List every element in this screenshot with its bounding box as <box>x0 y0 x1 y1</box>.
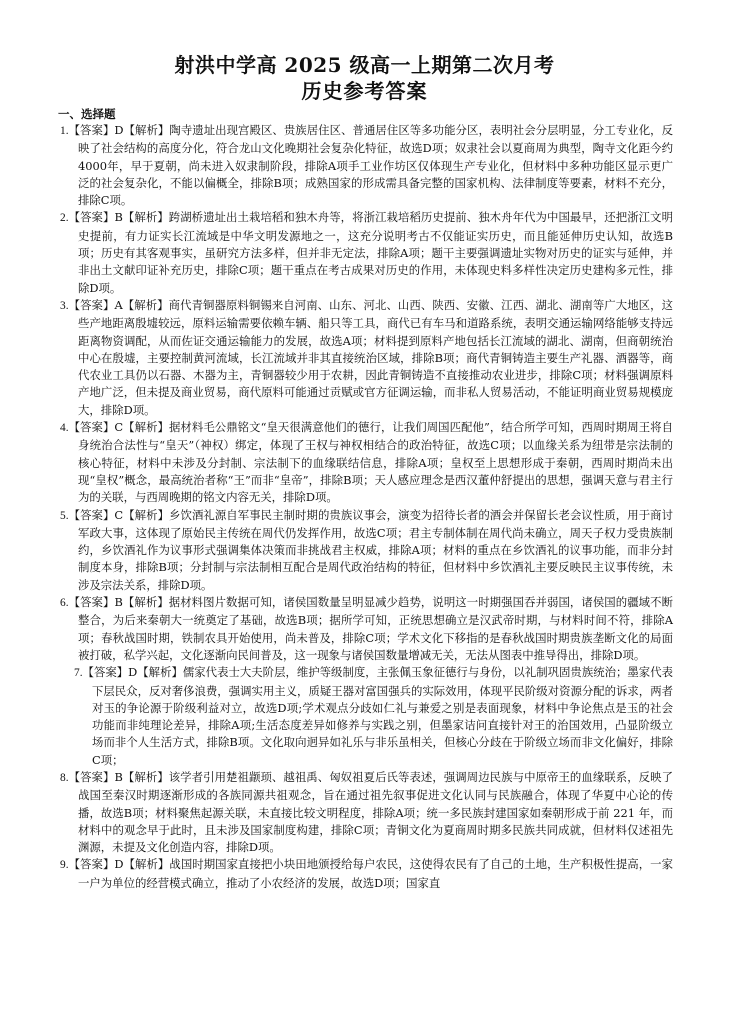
item-number: 2. <box>60 212 69 225</box>
answer-item-2 <box>56 209 673 296</box>
item-number: 3. <box>60 299 69 312</box>
item-number: 8. <box>60 771 69 784</box>
item-number: 4. <box>60 422 69 435</box>
answer-key-subtitle: 历史参考答案 <box>301 79 428 103</box>
answer-item-5 <box>56 507 673 594</box>
item-text: 【答案】A【解析】商代青铜器原料铜锡来自河南、山东、河北、山西、陕西、安徽、江西、湖北、湖南等广大地区，这些产地距离殷墟较远，原料运输需要依赖车辆、船只等工具，商代已有车马和道路系统，表明交通运输网络能够支持远距离物资调配，从而佐证交通运输能力的发展，故选A项；材料提到原料产地包括长江流域的湖北、湖南，但商朝统治中心在殷墟，主要控制黄河流域，长江流域并非其直接统治区域，排除B项；商代青铜铸造主要生产礼器、酒器等，商代农业工具仍以石器、木器为主，青铜器较少用于农耕，因此青铜铸造不直接推动农业进步，排除C项；材料强调原料产地广泛，但未提及商业贸易，商代原料可能通过贡赋或官方征调运输，而非私人贸易活动，不能证明商业贸易规模庞大，排除D项。 <box>68 297 673 417</box>
item-number: 5. <box>60 509 69 522</box>
item-number: 6. <box>60 597 69 610</box>
answer-item-9 <box>56 856 673 892</box>
item-text: 【答案】B【解析】据材料图片数据可知，诸侯国数量呈明显减少趋势，说明这一时期强国吞并弱国，诸侯国的疆域不断整合，为后来秦朝大一统奠定了基础，故选B项；据所学可知，正统思想确立是汉武帝时期，与材料时间不符，排除A项；春秋战国时期，铁制农具开始使用，尚未普及，排除C项；学术文化下移指的是春秋战国时期贵族垄断文化的局面被打破，私学兴起，文化逐渐向民间普及，这一现象与诸侯国数量增减无关，无法从图表中推导得出，排除D项。 <box>68 595 673 662</box>
answer-list <box>56 122 673 892</box>
answer-item-7 <box>56 664 673 769</box>
answer-item-3 <box>56 297 673 419</box>
item-text: 【答案】C【解析】乡饮酒礼源自军事民主制时期的贵族议事会，演变为招待长者的酒会并保留长老会议性质，用于商讨军政大事，这体现了原始民主传统在周代仍发挥作用，故选C项；君主专制体制在周代尚未确立，周天子权力受贵族制约，乡饮酒礼作为议事形式强调集体决策而非挑战君主权威，排除A项；材料的重点在乡饮酒礼的议事功能，而非分封制度本身，排除B项；分封制与宗法制相互配合是周代政治结构的特征，但材料中乡饮酒礼主要反映民主议事传统，未涉及宗法关系，排除D项。 <box>68 507 673 592</box>
item-text: 【答案】B【解析】跨湖桥遗址出土栽培稻和独木舟等，将浙江栽培稻历史提前、独木舟年代为中国最早，还把浙江文明史提前，有力证实长江流域是中华文明发源地之一，这充分说明考古不仅能证实历史，而且能延伸历史认知，故选B项；历史有其客观事实，虽研究方法多样，但并非无定法，排除A项；题干主要强调遗址实物对历史的证实与延伸，并非出土文献印证补充历史，排除C项；题干重点在考古成果对历史的作用，未体现史料多样性决定历史建构多元性，排除D项。 <box>68 210 673 295</box>
item-number: 1. <box>60 125 69 137</box>
answer-item-8 <box>56 769 673 856</box>
answer-item-4 <box>56 419 673 506</box>
item-number: 7. <box>74 667 83 680</box>
answer-item-1 <box>56 122 673 209</box>
item-text: 【答案】D【解析】战国时期国家直接把小块田地颁授给每户农民，这使得农民有了自己的土地，生产积极性提高，一家一户为单位的经营模式确立，推动了小农经济的发展，故选D项；国家直 <box>68 857 673 890</box>
item-text: 【答案】B【解析】该学者引用楚祖颛顼、越祖禹、匈奴祖夏后氏等表述，强调周边民族与中原帝王的血缘联系，反映了战国至秦汉时期逐渐形成的各族同源共祖观念，旨在通过祖先叙事促进文化认同与民族融合，体现了华夏中心论的传播，故选B项；材料聚焦起源关联，未直接比较文明程度，排除A项；统一多民族封建国家如秦朝形成于前 221 年，而材料中的观念早于此时，且未涉及国家制度构建，排除C项；青铜文化为夏商周时期多民族共同成就，但材料仅述祖先渊源，未提及文化创造内容，排除D项。 <box>68 769 673 855</box>
item-number: 9. <box>60 859 69 872</box>
item-text: 【答案】D【解析】陶寺遗址出现宫殿区、贵族居住区、普通居住区等多功能分区，表明社会分层明显，分工专业化，反映了社会结构的高度分化，符合龙山文化晚期社会复杂化特征，故选D项；奴隶社会以夏商周为典型，陶寺文化距今约4000年，早于夏朝，尚未进入奴隶制阶段，排除A项手工业作坊区仅体现生产专业化，但材料中多种功能区显示更广泛的社会复杂化，不能以偏概全，排除B项；成熟国家的形成需具备完整的国家机构、法律制度等要素，材料不充分，排除C项。 <box>68 123 673 208</box>
section-heading: 一、选择题 <box>58 107 116 121</box>
item-text: 【答案】C【解析】据材料毛公鼎铭文“皇天很满意他们的德行，让我们周国匹配他”，结合所学可知，西周时期周王将自身统治合法性与“皇天”（神权）绑定，体现了王权与神权相结合的政治特征，故选C项；以血缘关系为纽带是宗法制的核心特征，材料中未涉及分封制、宗法制下的血缘联结信息，排除A项；皇权至上思想形成于秦朝，西周时期尚未出现“皇权”概念，最高统治者称“王”而非“皇帝”，排除B项；天人感应理念是西汉董仲舒提出的思想，强调天意与君主行为的关联，与西周晚期的铭文内容无关，排除D项。 <box>68 420 673 505</box>
item-text: 【答案】D【解析】儒家代表士大夫阶层，维护等级制度，主张佩玉象征德行与身份，以礼制巩固贵族统治；墨家代表下层民众，反对奢侈浪费，强调实用主义，质疑王器对富国强兵的实际效用，体现平民阶级对资源分配的诉求，两者对玉的争论源于阶级利益对立，故选D项;学术观点分歧如仁礼与兼爱之别是表面现象，材料中争论焦点是玉的社会功能而非纯理论差异，排除A项;生活态度差异如修养与实践之别，但墨家诘问直接针对王的治国效用，凸显阶级立场而非个人生活方式，排除B项。文化取向迥异如礼乐与非乐虽相关，但核心分歧在于阶级立场而非文化偏好，排除C项； <box>82 665 673 767</box>
answer-item-6 <box>56 594 673 664</box>
exam-title: 射洪中学高 2025 级高一上期第二次月考 <box>174 53 555 77</box>
